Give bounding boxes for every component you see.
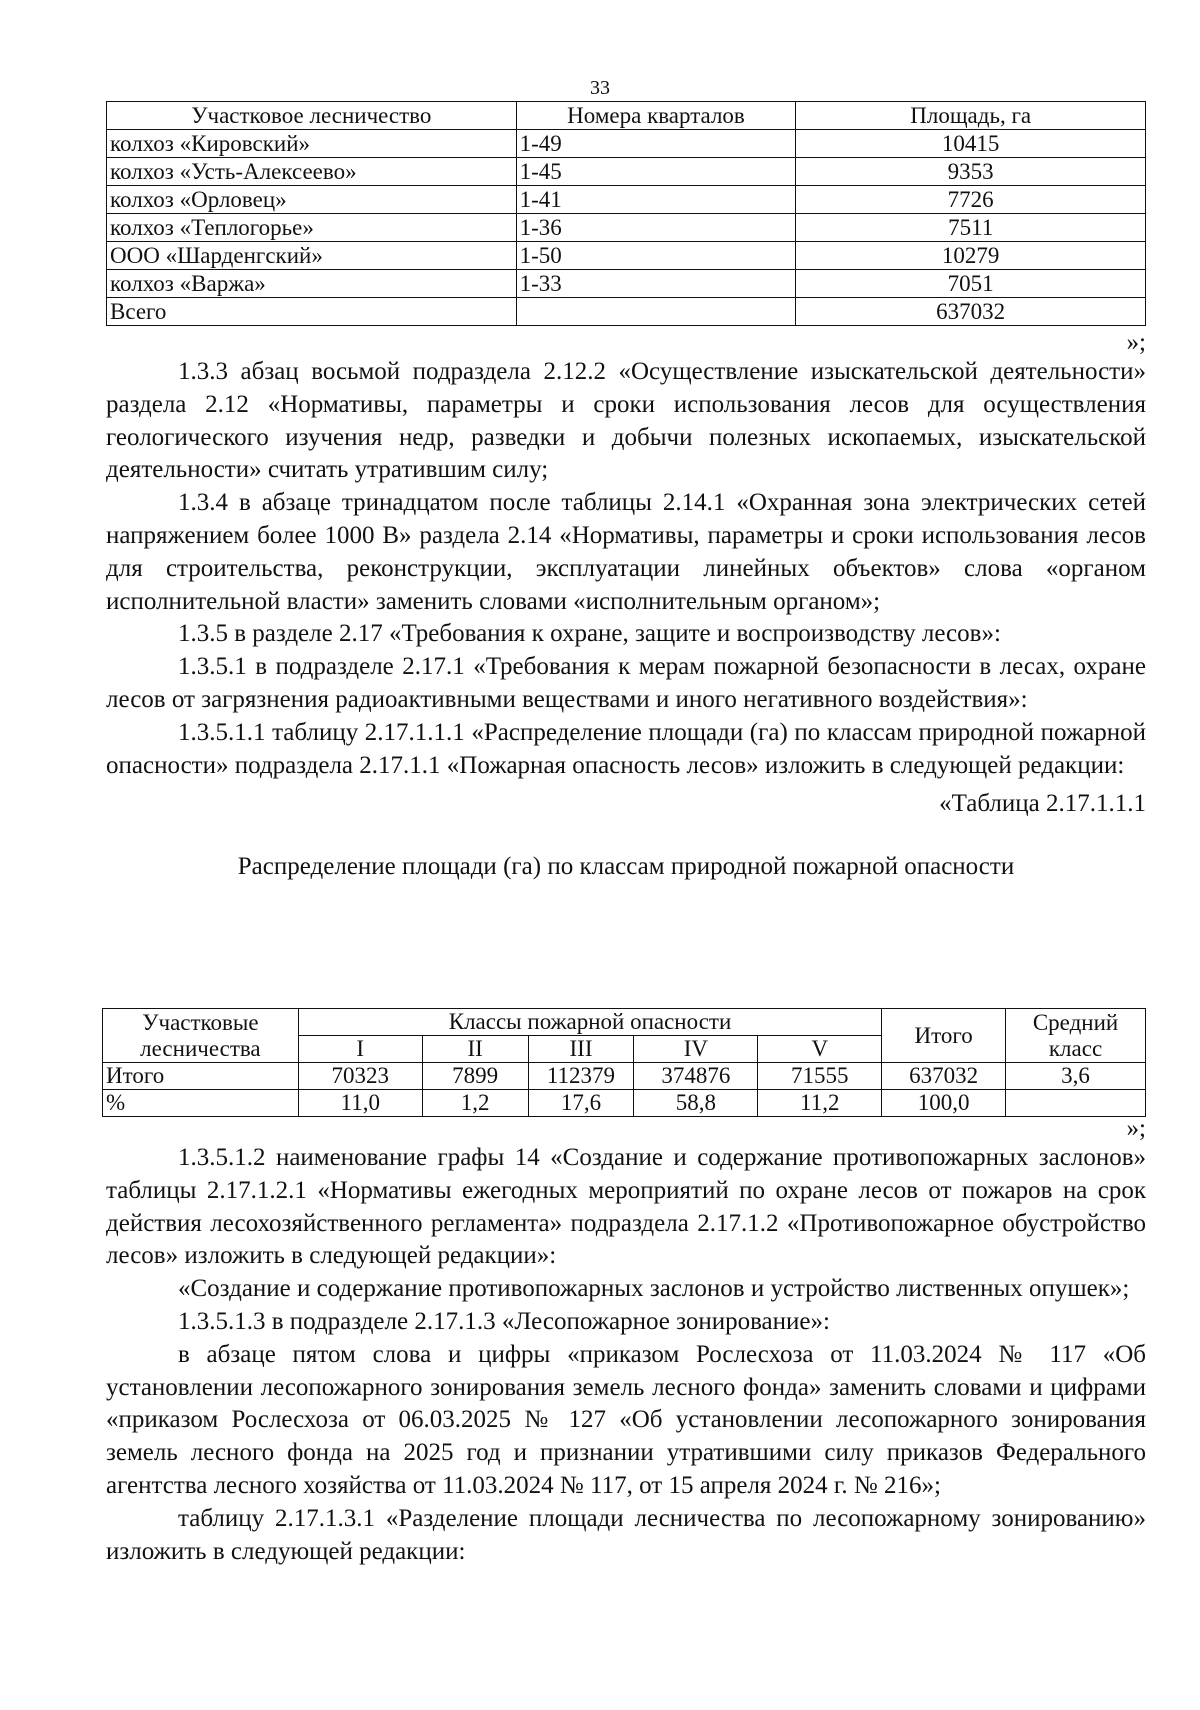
header-class-3: III — [528, 1036, 634, 1063]
paragraph-1-3-5-1-1: 1.3.5.1.1 таблицу 2.17.1.1.1 «Распределение площади (га) по классам природной пожарной опасности» подраздела 2.17.1.1 «Пожарная опасность лесов» изложить в следующей редакции: — [106, 718, 1146, 779]
header-class-1: I — [298, 1036, 422, 1063]
table1-close-mark: »; — [1126, 329, 1146, 356]
cell-label: % — [103, 1090, 299, 1117]
paragraph-1-3-5-1: 1.3.5.1 в подразделе 2.17.1 «Требования к мерам пожарной безопасности в лесах, охране лесов от загрязнения радиоактивными веществами и иного негативного воздействия»: — [106, 653, 1146, 713]
table2-label: «Таблица 2.17.1.1.1 — [939, 790, 1146, 818]
cell-area: 637032 — [796, 298, 1146, 326]
cell-forestry: ООО «Шарденгский» — [107, 242, 517, 270]
cell-forestry: колхоз «Орловец» — [107, 186, 517, 214]
table2-title: Распределение площади (га) по классам природной пожарной опасности — [237, 853, 1015, 881]
cell-total: 637032 — [882, 1063, 1006, 1090]
cell-area: 7726 — [796, 186, 1146, 214]
text-block-a — [106, 329, 1146, 884]
table-row — [103, 1090, 1146, 1117]
header-class-2: II — [422, 1036, 528, 1063]
header-class-4: IV — [634, 1036, 758, 1063]
cell-value: 7899 — [422, 1063, 528, 1090]
paragraph-1-3-5-1-3: 1.3.5.1.3 в подразделе 2.17.1.3 «Лесопожарное зонирование»: — [178, 1307, 830, 1335]
header-quarters: Номера кварталов — [516, 102, 796, 130]
cell-area: 7511 — [796, 214, 1146, 242]
paragraph-1-3-4: 1.3.4 в абзаце тринадцатом после таблицы 2.14.1 «Охранная зона электрических сетей напряжением более 1000 В» раздела 2.14 «Нормативы, параметры и сроки использования лесов для строительства, реконструкции, эксплуатации линейных объектов» слова «органом исполнительной власти» заменить словами «исполнительным органом»; — [106, 489, 1146, 615]
cell-quarters: 1-33 — [516, 270, 796, 298]
cell-total: 100,0 — [882, 1090, 1006, 1117]
cell-area: 9353 — [796, 158, 1146, 186]
cell-forestry: Всего — [107, 298, 517, 326]
header-area: Площадь, га — [796, 102, 1146, 130]
cell-quarters: 1-41 — [516, 186, 796, 214]
header-total: Итого — [882, 1009, 1006, 1063]
paragraph-table-2-17-1-3-1: таблицу 2.17.1.3.1 «Разделение площади лесничества по лесопожарному зонированию» изложить в следующей редакции: — [106, 1504, 1146, 1565]
cell-quarters: 1-36 — [516, 214, 796, 242]
header-classes: Классы пожарной опасности — [298, 1009, 881, 1036]
table-row — [107, 186, 1146, 214]
forestry-area-table — [106, 101, 1146, 326]
table-row — [107, 158, 1146, 186]
cell-value: 58,8 — [634, 1090, 758, 1117]
paragraph-1-3-5-1-2: 1.3.5.1.2 наименование графы 14 «Создание и содержание противопожарных заслонов» таблицы 2.17.1.2.1 «Нормативы ежегодных мероприятий по охране лесов от пожаров на срок действия лесохозяйственного регламента» подраздела 2.17.1.2 «Противопожарное обустройство лесов» изложить в следующей редакции»: — [106, 1144, 1146, 1270]
cell-forestry: колхоз «Усть-Алексеево» — [107, 158, 517, 186]
cell-value: 11,2 — [758, 1090, 882, 1117]
header-forestry: Участковые лесничества — [103, 1009, 299, 1063]
cell-value: 112379 — [528, 1063, 634, 1090]
table-row — [107, 214, 1146, 242]
table-header-row — [103, 1009, 1146, 1036]
cell-value: 11,0 — [298, 1090, 422, 1117]
cell-area: 10415 — [796, 130, 1146, 158]
cell-value: 374876 — [634, 1063, 758, 1090]
cell-quarters: 1-49 — [516, 130, 796, 158]
table-row — [103, 1063, 1146, 1090]
header-avg-class: Средний класс — [1006, 1009, 1146, 1063]
cell-value: 1,2 — [422, 1090, 528, 1117]
cell-avg — [1006, 1090, 1146, 1117]
cell-forestry: колхоз «Варжа» — [107, 270, 517, 298]
table2-close-mark: »; — [1126, 1115, 1146, 1142]
cell-area: 7051 — [796, 270, 1146, 298]
header-class-5: V — [758, 1036, 882, 1063]
paragraph-quote: «Создание и содержание противопожарных заслонов и устройство лиственных опушек»; — [178, 1275, 1130, 1303]
table-header-row — [107, 102, 1146, 130]
table-total-row — [107, 298, 1146, 326]
header-forestry: Участковое лесничество — [107, 102, 517, 130]
table-row — [107, 130, 1146, 158]
cell-avg: 3,6 — [1006, 1063, 1146, 1090]
text-block-b — [106, 1115, 1146, 1568]
paragraph-fifth-abzac: в абзаце пятом слова и цифры «приказом Рослесхоза от 11.03.2024 № 117 «Об установлении лесопожарного зонирования земель лесного фонда» заменить словами и цифрами «приказом Рослесхоза от 06.03.2025 № 127 «Об установлении лесопожарного зонирования земель лесного фонда на 2025 год и признании утратившими силу приказов Федерального агентства лесного хозяйства от 11.03.2024 № 117, от 15 апреля 2024 г. № 216»; — [106, 1340, 1146, 1499]
cell-label: Итого — [103, 1063, 299, 1090]
cell-value: 17,6 — [528, 1090, 634, 1117]
cell-quarters — [516, 298, 796, 326]
cell-value: 70323 — [298, 1063, 422, 1090]
page-number: 33 — [590, 77, 610, 99]
cell-forestry: колхоз «Кировский» — [107, 130, 517, 158]
cell-area: 10279 — [796, 242, 1146, 270]
cell-value: 71555 — [758, 1063, 882, 1090]
cell-quarters: 1-45 — [516, 158, 796, 186]
paragraph-1-3-5: 1.3.5 в разделе 2.17 «Требования к охране, защите и воспроизводству лесов»: — [178, 620, 1001, 648]
cell-forestry: колхоз «Теплогорье» — [107, 214, 517, 242]
table-row — [107, 270, 1146, 298]
paragraph-1-3-3: 1.3.3 абзац восьмой подраздела 2.12.2 «Осуществление изыскательской деятельности» раздела 2.12 «Нормативы, параметры и сроки использования лесов для осуществления геологического изучения недр, разведки и добычи полезных ископаемых, изыскательской деятельности» считать утратившим силу; — [106, 358, 1146, 484]
fire-danger-table — [102, 1008, 1146, 1117]
cell-quarters: 1-50 — [516, 242, 796, 270]
table-row — [107, 242, 1146, 270]
